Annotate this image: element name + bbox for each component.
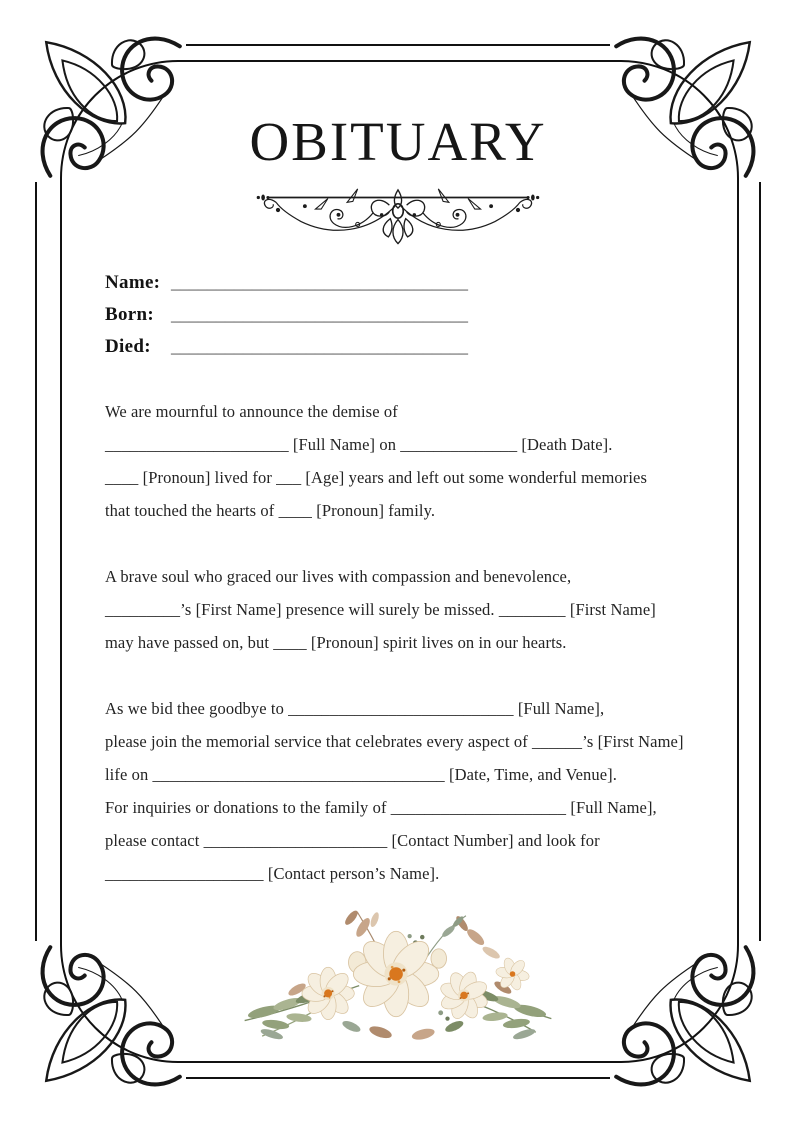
ornamental-divider-icon	[254, 186, 542, 248]
frame-outer-line-right	[759, 182, 761, 941]
paragraph-line: please join the memorial service that celebrates every aspect of ______’s [First Name]	[105, 732, 684, 751]
paragraph-line: A brave soul who graced our lives with compassion and benevolence,	[105, 567, 572, 586]
floral-bouquet-illustration	[233, 896, 563, 1052]
paragraph-line: may have passed on, but ____ [Pronoun] spirit lives on in our hearts.	[105, 633, 567, 652]
obituary-paragraph-service-details	[105, 692, 715, 890]
paragraph-line: As we bid thee goodbye to ___________________________ [Full Name],	[105, 699, 605, 718]
paragraph-line: that touched the hearts of ____ [Pronoun] family.	[105, 501, 436, 520]
field-row-died	[105, 336, 468, 368]
paragraph-line: _________’s [First Name] presence will surely be missed. ________ [First Name]	[105, 600, 656, 619]
obituary-paragraph-announcement	[105, 395, 715, 527]
paragraph-line: ______________________ [Full Name] on ______________ [Death Date].	[105, 435, 613, 454]
field-row-name	[105, 272, 468, 304]
corner-flourish-bottom-right	[598, 929, 770, 1101]
born-label: Born:	[105, 304, 154, 325]
paragraph-line: life on ___________________________________ [Date, Time, and Venue].	[105, 765, 617, 784]
frame-outer-line-bottom	[186, 1077, 610, 1079]
paragraph-line: please contact ______________________ [Contact Number] and look for	[105, 831, 600, 850]
fields-block	[105, 272, 468, 368]
corner-flourish-bottom-left	[26, 929, 198, 1101]
died-blank-line: _________________________________	[171, 336, 468, 356]
name-label: Name:	[105, 272, 161, 293]
paragraph-line: ____ [Pronoun] lived for ___ [Age] years and left out some wonderful memories	[105, 468, 647, 487]
obituary-paragraph-tribute	[105, 560, 715, 659]
frame-outer-line-left	[35, 182, 37, 941]
died-label: Died:	[105, 336, 151, 357]
name-blank-line: _________________________________	[171, 272, 468, 292]
paragraph-line: ___________________ [Contact person’s Name].	[105, 864, 440, 883]
paragraph-line: We are mournful to announce the demise of	[105, 402, 398, 421]
frame-outer-line-top	[186, 44, 610, 46]
born-blank-line: _________________________________	[171, 304, 468, 324]
field-row-born	[105, 304, 468, 336]
page-title: OBITUARY	[249, 111, 547, 172]
paragraph-line: For inquiries or donations to the family of _____________________ [Full Name],	[105, 798, 657, 817]
